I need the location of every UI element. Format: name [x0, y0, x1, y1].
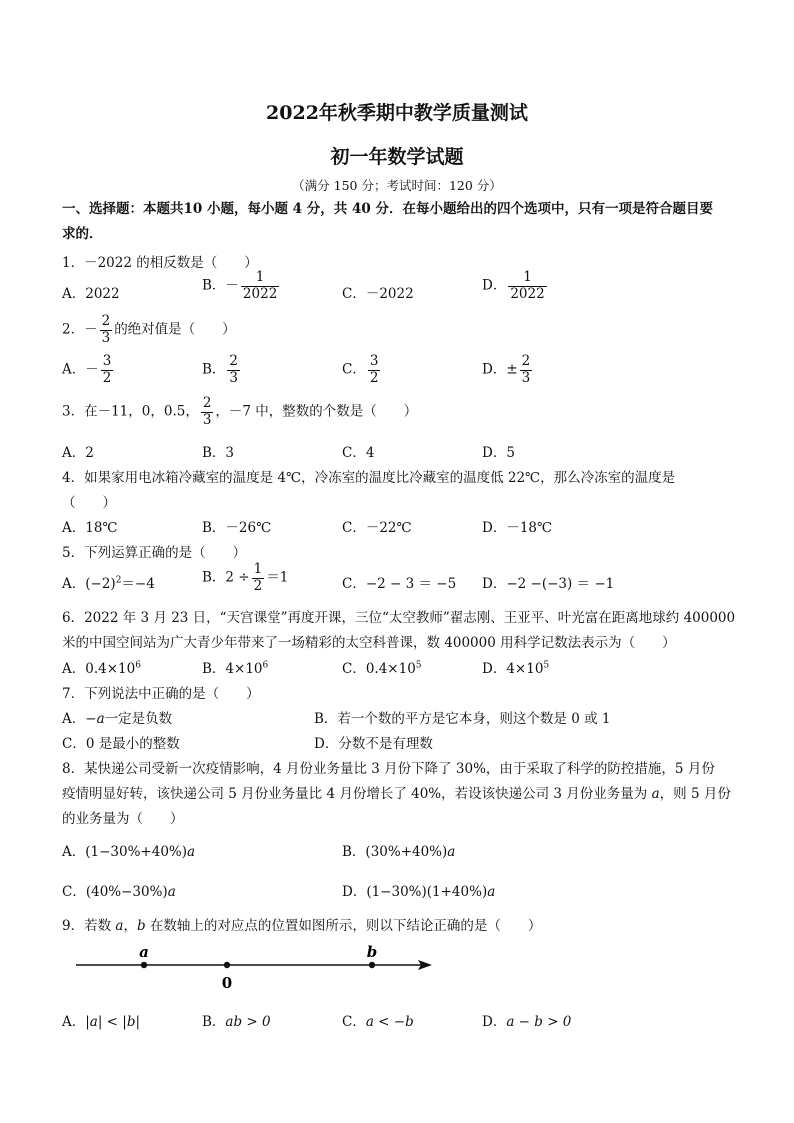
- q9-option-b: B．ab > 0: [202, 1014, 271, 1030]
- q9-option-a: A．|a| < |b|: [62, 1014, 141, 1030]
- point-origin: [224, 962, 230, 968]
- q8-option-c: C．(40%−30%)a: [62, 884, 176, 900]
- question-5-stem: 5．下列运算正确的是（ ）: [62, 545, 247, 561]
- question-4-stem: 4．如果家用电冰箱冷藏室的温度是 4℃，冷冻室的温度比冷藏室的温度低 22℃，那么冷冻室的温度是: [62, 470, 676, 486]
- label-origin: 0: [221, 974, 233, 992]
- exam-subtitle: 初一年数学试题: [330, 146, 464, 168]
- question-1-stem: 1．－2022 的相反数是（ ）: [62, 255, 258, 271]
- q4-option-c: C．－22℃: [342, 520, 412, 536]
- exam-title: 2022年秋季期中教学质量测试: [266, 102, 528, 124]
- question-2-stem: 2．－ $\frac{2}{3}$ 的绝对值是（ ）: [62, 313, 236, 346]
- question-8-stem: 8．某快递公司受新一次疫情影响，4 月份业务量比 3 月份下降了 30%，由于采取了科学的防控措施，5 月份: [62, 761, 715, 777]
- q6-option-a: A．$0.4\times 10^6$: [62, 660, 141, 677]
- q3-option-c: C．4: [342, 445, 375, 461]
- q1-b-fraction: $\frac{1}{2022}$: [242, 269, 278, 302]
- q3-option-d: D．5: [482, 445, 515, 461]
- q5-option-d: D．−2 −(−3) ＝ −1: [482, 576, 615, 592]
- q4-option-a: A．18℃: [62, 520, 118, 536]
- q5-option-a: A．$(-2)^2=-4$: [62, 575, 155, 592]
- q1-d-fraction: $\frac{1}{2022}$: [510, 269, 545, 302]
- question-3-stem: 3．在－11，0，0.5， $\frac{2}{3}$ ，－7 中，整数的个数是（ ）: [62, 395, 418, 428]
- q8-option-b: B．(30%+40%)a: [342, 844, 456, 860]
- q1-option-a: A．2022: [62, 286, 120, 302]
- number-line-figure: [70, 940, 440, 992]
- q5-option-b: B．2 ÷ $\frac{1}{2}$ ＝1: [202, 561, 289, 594]
- section-heading-line1: 一、选择题：本题共10 小题，每小题 4 分，共 40 分．在每小题给出的四个选项中，只有一项是符合题目要: [62, 201, 713, 217]
- point-a: [141, 962, 147, 968]
- q2-option-b: B． $\frac{2}{3}$: [202, 353, 239, 386]
- question-8-stem-2: 疫情明显好转，该快递公司 5 月份业务量比 4 月份增长了 40%，若设该快递公司 3 月份业务量为 a，则 5 月份: [62, 786, 731, 802]
- exam-info: （满分 150 分；考试时间：120 分）: [292, 178, 502, 193]
- q8-option-a: A．(1−30%+40%)a: [62, 844, 196, 860]
- q7-option-d: D．分数不是有理数: [314, 736, 433, 752]
- label-a: a: [139, 943, 149, 961]
- q9-option-c: C．a < −b: [342, 1014, 414, 1030]
- question-9-stem: 9．若数 a，b 在数轴上的对应点的位置如图所示，则以下结论正确的是（ ）: [62, 918, 542, 934]
- q2-option-a: A．－ $\frac{3}{2}$: [62, 353, 112, 386]
- section-heading: [62, 197, 742, 247]
- q6-option-b: B．$4\times 10^6$: [202, 660, 269, 677]
- q5-option-c: C．−2 − 3 ＝ −5: [342, 576, 457, 592]
- q7-option-c: C．0 是最小的整数: [62, 736, 180, 752]
- question-8-stem-3: 的业务量为（ ）: [62, 811, 184, 827]
- q6-option-d: D．$4\times 10^5$: [482, 660, 550, 677]
- q2-option-c: C． $\frac{3}{2}$: [342, 353, 379, 386]
- q4-option-b: B．－26℃: [202, 520, 272, 536]
- q1-option-c: C．－2022: [342, 286, 414, 302]
- q9-option-d: D．a − b > 0: [482, 1014, 572, 1030]
- q1-option-b: B．－ $\frac{1}{2022}$: [202, 269, 278, 302]
- q3-option-b: B．3: [202, 445, 235, 461]
- question-6-stem: 6．2022 年 3 月 23 日，“天宫课堂”再度开课，三位“太空教师”翟志刚、王亚平、叶光富在距离地球约 400000: [62, 610, 736, 626]
- question-6-stem-2: 米的中国空间站为广大青少年带来了一场精彩的太空科普课，数 400000 用科学记数法表示为（ ）: [62, 635, 676, 651]
- q2-option-d: D．± $\frac{2}{3}$: [482, 353, 531, 386]
- point-b: [369, 962, 375, 968]
- q1-option-d: D． $\frac{1}{2022}$: [482, 269, 545, 302]
- q7-option-a: A．−a一定是负数: [62, 711, 173, 727]
- q4-option-d: D．－18℃: [482, 520, 553, 536]
- question-4-stem-2: （ ）: [62, 495, 116, 511]
- section-heading-line2: 求的．: [62, 226, 103, 242]
- q3-option-a: A．2: [62, 445, 94, 461]
- label-b: b: [366, 943, 378, 961]
- q6-option-c: C．$0.4\times 10^5$: [342, 660, 422, 677]
- q7-option-b: B．若一个数的平方是它本身，则这个数是 0 或 1: [314, 711, 611, 727]
- question-7-stem: 7．下列说法中正确的是（ ）: [62, 686, 260, 702]
- q8-option-d: D．(1−30%)(1+40%)a: [342, 884, 496, 900]
